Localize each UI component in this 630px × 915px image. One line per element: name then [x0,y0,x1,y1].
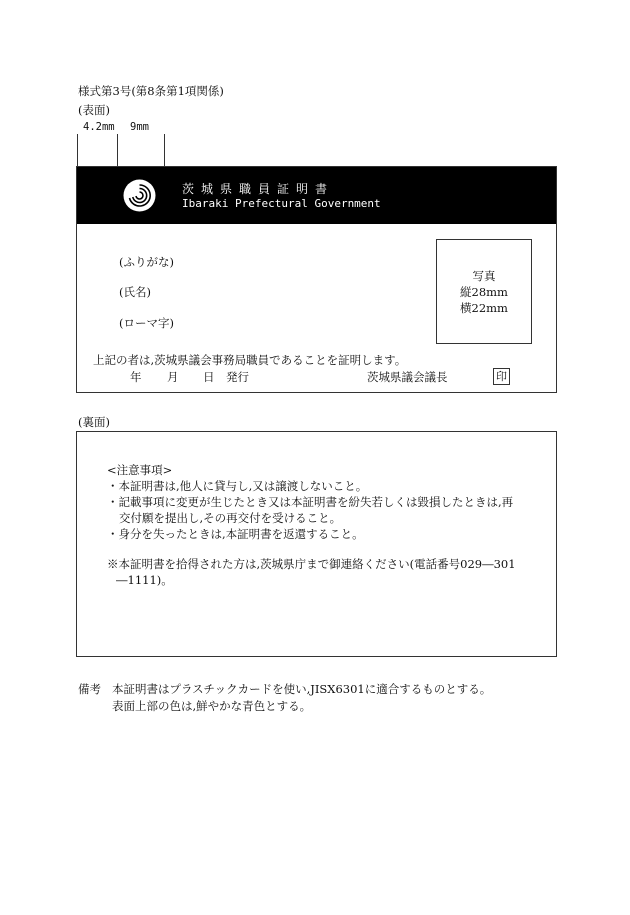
card-back [76,431,557,657]
photo-box [436,239,532,344]
date-day: 日 [203,370,215,384]
field-furigana: (ふりがな) [119,255,174,269]
card-front [76,166,557,393]
dimension-left: 4.2mm [83,121,115,133]
note-item-2-cont: 交付願を提出し,その再交付を受けること。 [119,511,342,525]
found-notice: ※本証明書を拾得された方は,茨城県庁まで御連絡ください(電話番号029―301 [107,557,516,571]
card-title-en: Ibaraki Prefectural Government [182,197,381,210]
field-romaji: (ローマ字) [119,316,174,330]
remarks-label: 備考 [78,682,101,696]
notes-heading: <注意事項> [107,463,173,477]
back-label: (裏面) [78,415,110,429]
remarks-line-1: 本証明書はプラスチックカードを使い,JISX6301に適合するものとする。 [112,682,492,696]
prefecture-emblem-icon [122,178,157,213]
seal-stamp: 印 [493,368,510,385]
photo-height: 縦28mm [460,285,508,299]
remarks-line-2: 表面上部の色は,鮮やかな青色とする。 [112,699,312,713]
front-label: (表面) [78,103,110,117]
field-name: (氏名) [119,285,151,299]
photo-label: 写真 [472,269,496,283]
note-item-2: ・記載事項に変更が生じたとき又は本証明書を紛失若しくは毀損したときは,再 [107,495,514,509]
dimension-line-1 [77,134,78,166]
card-title-ja: 茨城県職員証明書 [182,182,335,196]
date-month: 月 [167,370,179,384]
note-item-3: ・身分を失ったときは,本証明書を返還すること。 [107,527,364,541]
issued-label: 発行 [226,370,249,384]
issuer: 茨城県議会議長 [367,370,448,384]
dimension-line-2 [117,134,118,166]
photo-width: 横22mm [460,301,508,315]
date-year: 年 [130,370,142,384]
form-number: 様式第3号(第8条第1項関係) [78,84,224,98]
dimension-line-3 [164,134,165,166]
certify-text: 上記の者は,茨城県議会事務局職員であることを証明します。 [93,353,407,367]
note-item-1: ・本証明書は,他人に貸与し,又は譲渡しないこと。 [107,479,368,493]
dimension-right: 9mm [130,121,149,133]
found-notice-cont: ―1111)。 [116,573,173,587]
